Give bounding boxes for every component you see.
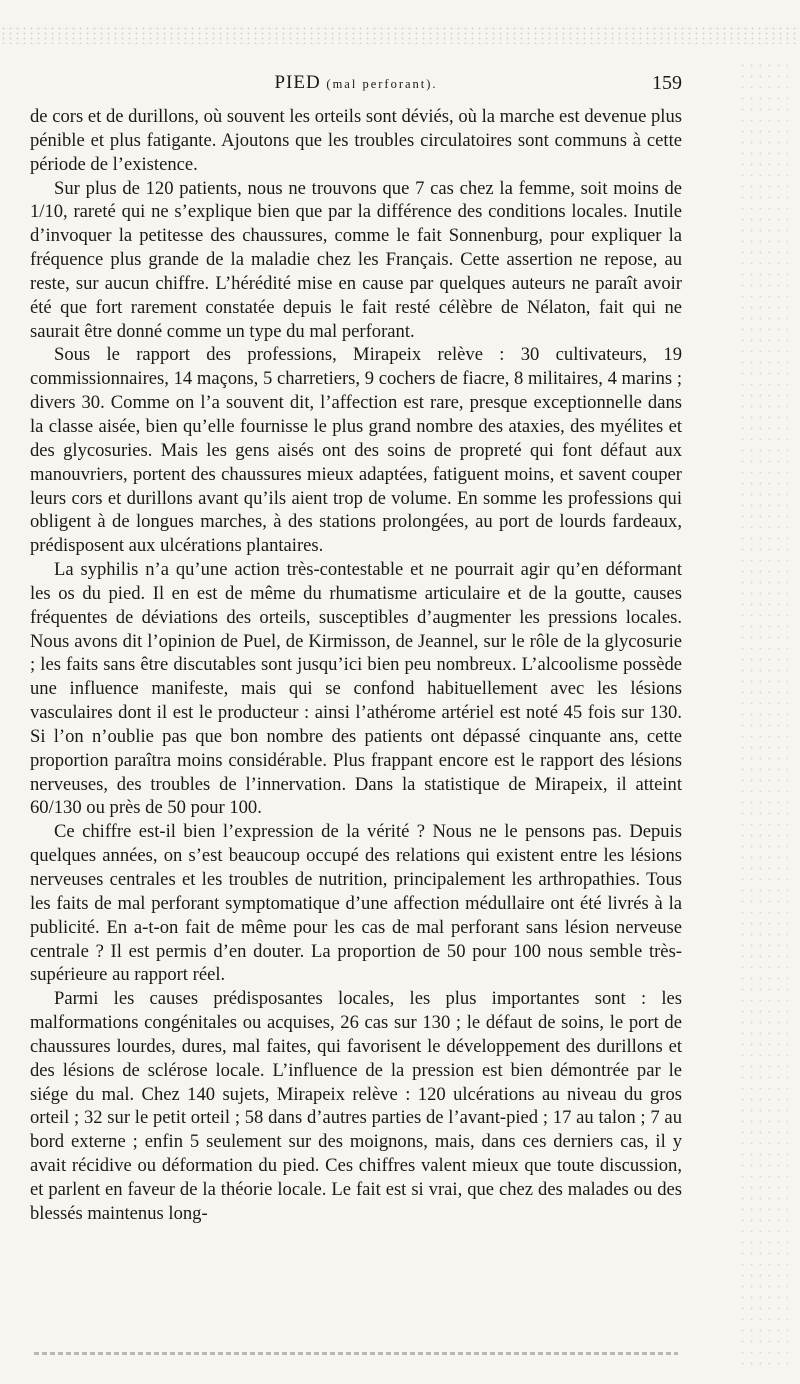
footer-dotted-rule: [34, 1352, 678, 1355]
paragraph-4: La syphilis n’a qu’une action très-contestable et ne pourrait agir qu’en déformant les os du pied. Il en est de même du rhumatisme articulaire et de la goutte, causes fréquentes de déviations des orteils, susceptibles d’augmenter les pressions locales. Nous avons dit l’opinion de Puel, de Kirmisson, de Jeannel, sur le rôle de la glycosurie ; les faits sans être discutables sont jusqu’ici bien peu nombreux. L’alcoolisme possède une influence manifeste, mais qui se confond habituellement avec les lésions vasculaires dont il est le producteur : ainsi l’athérome artériel est noté 45 fois sur 130. Si l’on n’oublie pas que bon nombre des patients ont dépassé cinquante ans, cette proportion paraîtra moins considérable. Plus frappant encore est le rapport des lésions nerveuses, des troubles de l’innervation. Dans la statistique de Mirapeix, il atteint 60/130 ou près de 50 pour 100.: [30, 559, 682, 819]
paragraph-3: Sous le rapport des professions, Mirapeix relève : 30 cultivateurs, 19 commissionnaires, 14 maçons, 5 charretiers, 9 cochers de fiacre, 8 militaires, 4 marins ; divers 30. Comme on l’a souvent dit, l’affection est rare, presque exceptionnelle dans la classe aisée, bien qu’elle fournisse le plus grand nombre des ataxies, des myélites et des glycosuries. Mais les gens aisés ont des soins de propreté qui font défaut aux manouvriers, portent des chaussures mieux adaptées, fatiguent moins, et savent couper leurs cors et durillons avant qu’ils aient trop de volume. En somme les professions qui obligent à de longues marches, à des stations prolongées, au port de lourds fardeaux, prédisposent aux ulcérations plantaires.: [30, 344, 682, 557]
paragraph-6: Parmi les causes prédisposantes locales, les plus importantes sont : les malformations congénitales ou acquises, 26 cas sur 130 ; le défaut de soins, le port de chaussures lourdes, dures, mal faites, qui favorisent le développement des durillons et des lésions de sclérose locale. L’influence de la pression est bien démontrée par le siége du mal. Chez 140 sujets, Mirapeix relève : 120 ulcérations au niveau du gros orteil ; 32 sur le petit orteil ; 58 dans d’autres parties de l’avant-pied ; 17 au talon ; 7 au bord externe ; enfin 5 seulement sur des moignons, mais, dans ces derniers cas, il y avait récidive ou déformation du pied. Ces chiffres valent mieux que toute discussion, et parlent en faveur de la théorie locale. Le fait est si vrai, que chez des malades ou des blessés maintenus long-: [30, 988, 682, 1224]
page-number: 159: [652, 72, 682, 94]
running-head-subtitle: (mal perforant).: [326, 77, 438, 91]
page-header: [30, 72, 682, 102]
paragraph-1: de cors et de durillons, où souvent les orteils sont déviés, où la marche est devenue plus pénible et plus fatigante. Ajoutons que les troubles circulatoires sont communs à cette période de l’existence.: [30, 106, 682, 175]
running-head-title: PIED: [274, 72, 321, 93]
body-text: [30, 105, 682, 1226]
paragraph-2: Sur plus de 120 patients, nous ne trouvons que 7 cas chez la femme, soit moins de 1/10, rareté qui ne s’explique bien que par la différence des conditions locales. Inutile d’invoquer la petitesse des chaussures, comme le fait Sonnenburg, pour expliquer la fréquence plus grande de la maladie chez les Français. Cette assertion ne repose, au reste, sur aucun chiffre. L’hérédité mise en cause par quelques auteurs ne paraît avoir été que fort rarement constatée depuis le fait resté célèbre de Nélaton, fait qui ne saurait être donné comme un type du mal perforant.: [30, 177, 682, 342]
scan-noise-margin: [738, 60, 788, 1370]
running-head: [30, 72, 682, 94]
scan-noise-top: [0, 26, 800, 44]
paragraph-5: Ce chiffre est-il bien l’expression de la vérité ? Nous ne le pensons pas. Depuis quelques années, on s’est beaucoup occupé des relations qui existent entre les lésions nerveuses centrales et les troubles de nutrition, principalement les arthropathies. Tous les faits de mal perforant symptomatique d’une affection médullaire ont été livrés à la publicité. En a-t-on fait de même pour les cas de mal perforant sans lésion nerveuse centrale ? Il est permis d’en douter. La proportion de 50 pour 100 nous semble très-supérieure au rapport réel.: [30, 821, 682, 986]
